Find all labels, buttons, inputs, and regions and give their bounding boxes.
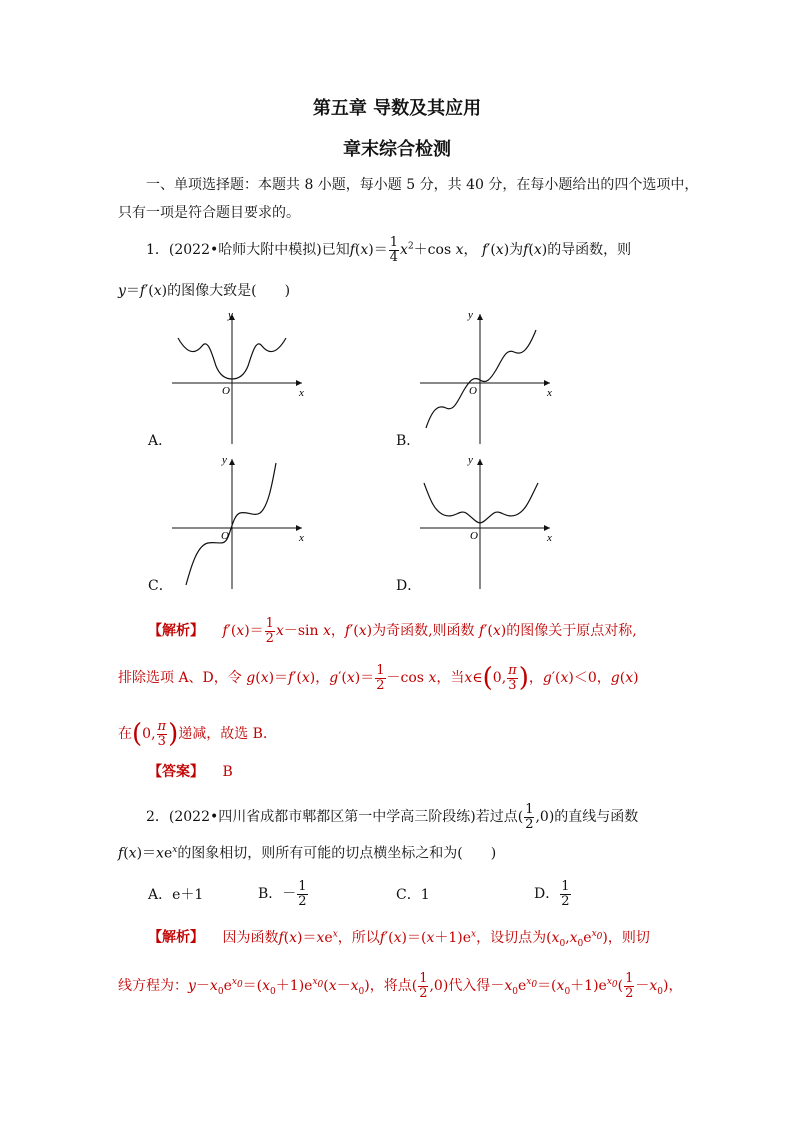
q2-analysis-line1: 【解析】 因为函数$f(x)=xe^x$，所以$f'(x)=(x+1)e^x$，设切点为$(x_0,x_0e^{x_0})$，则切: [148, 929, 650, 949]
chapter-title: 第五章 导数及其应用: [312, 98, 482, 119]
graph-option-b: [416, 310, 556, 450]
axis-label-y: y: [228, 310, 233, 321]
axis-label-x: x: [299, 387, 304, 399]
q1-stem-line1: 1．(2022•哈师大附中模拟)已知f(x)＝ $\frac{1}{4}$ $x^2+\cos$ x， f′(x)为f(x)的导函数，则: [146, 235, 632, 265]
axis-label-x: x: [299, 532, 304, 544]
q1-answer: B: [222, 764, 233, 780]
q2-option-a: A．e＋1: [148, 887, 204, 903]
q2-stem-line1: 2．(2022•四川省成都市郫都区第一中学高三阶段练)若过点( $\frac{1}{2}$ ,0)的直线与函数: [146, 802, 639, 832]
q2-option-c: C．1: [396, 887, 430, 903]
q2-option-d: D． $\frac{1}{2}$: [534, 879, 570, 909]
q1-option-c-label: C．: [148, 578, 173, 594]
graph-option-d: [416, 455, 556, 595]
origin-label: O: [222, 385, 230, 397]
axis-label-y: y: [468, 310, 473, 321]
section-intro-line1: 一、单项选择题：本题共 8 小题，每小题 5 分，共 40 分，在每小题给出的四个选项中，: [146, 177, 699, 193]
q1-stem-line2: y＝f′(x)的图像大致是( ): [118, 283, 291, 299]
q1-option-b-label: B．: [396, 433, 421, 449]
axis-label-y: y: [468, 455, 473, 466]
graph-option-c: [168, 455, 308, 595]
axis-label-x: x: [547, 532, 552, 544]
q1-answer-line: [148, 765, 233, 779]
q2-analysis-line2: 线方程为：$y-x_0e^{x_0}=(x_0+1)e^{x_0}(x-x_0)$，将点( $\frac{1}{2}$ ,0)代入得$-x_0e^{x_0}=(x_0+1)e^{x_0}$( $\frac{1}{2}$ $-x_0$)，: [118, 971, 683, 1001]
q1-analysis-line1: 【解析】 f′(x)＝ $\frac{1}{2}$ x－sin x，f′(x)为奇函数,则函数 f′(x)的图像关于原点对称,: [148, 616, 637, 646]
q1-option-a-label: A．: [148, 433, 173, 449]
section-intro-line2: 只有一项是符合题目要求的。: [118, 205, 300, 221]
axis-label-x: x: [547, 387, 552, 399]
q1-prefix: 1．(2022•哈师大附中模拟)已知: [146, 242, 350, 259]
origin-label: O: [221, 530, 229, 542]
q1-analysis-line3: 在(0, $\frac{\pi}{3}$ )递减，故选 B．: [118, 719, 277, 750]
q1-analysis-line2: 排除选项 A、D，令 g(x)＝f′(x)，g′(x)＝ $\frac{1}{2}$ －cos x，当x∈(0, $\frac{\pi}{3}$ )，g′(x)＜0，g(x): [118, 663, 639, 694]
q2-stem-line2: $f(x)=xe^x$的图象相切，则所有可能的切点横坐标之和为( ): [118, 845, 497, 862]
origin-label: O: [469, 385, 477, 397]
q2-analysis-tag: 【解析】: [148, 929, 204, 946]
page-subtitle: 章末综合检测: [343, 139, 451, 160]
origin-label: O: [470, 530, 478, 542]
graph-option-a: [168, 310, 308, 450]
q1-option-d-label: D．: [396, 578, 422, 594]
q1-answer-tag: 【答案】: [148, 764, 204, 780]
q1-analysis-tag: 【解析】: [148, 623, 204, 640]
q2-option-b: B．－ $\frac{1}{2}$: [258, 879, 307, 909]
axis-label-y: y: [222, 455, 227, 466]
